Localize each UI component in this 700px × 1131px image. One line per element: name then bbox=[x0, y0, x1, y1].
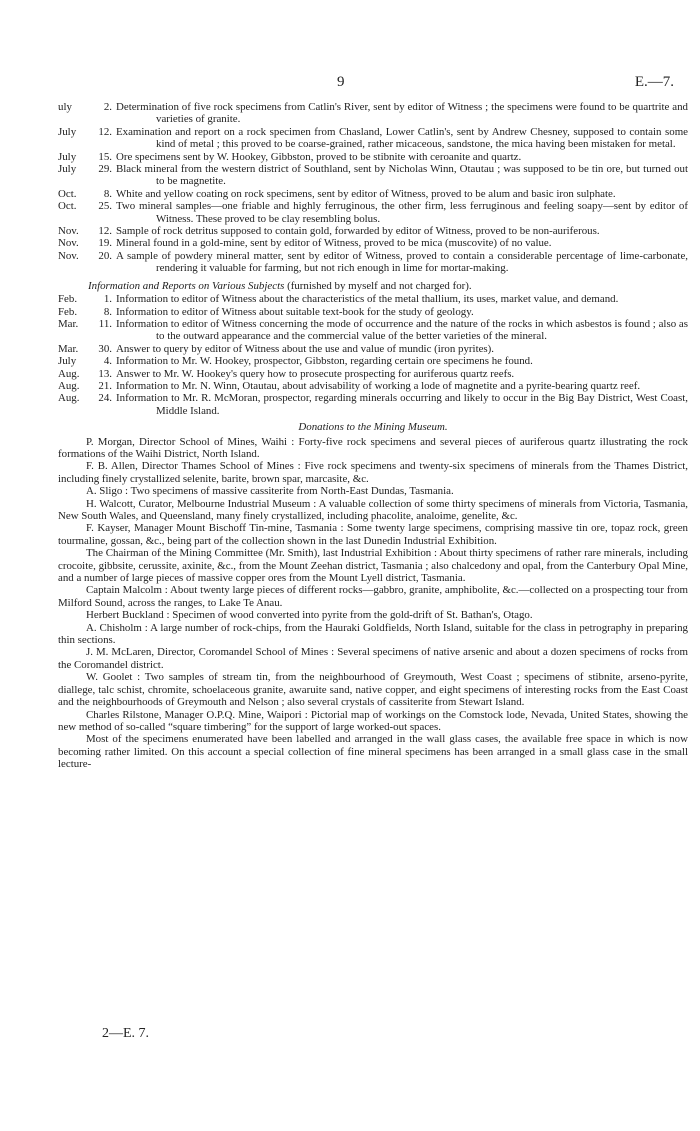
log-entry bbox=[58, 343, 688, 355]
entry-text: White and yellow coating on rock specimens, sent by editor of Witness, proved to be alum and basic iron sulphate. bbox=[116, 187, 616, 200]
donation-paragraph: A. Sligo : Two specimens of massive cassiterite from North-East Dundas, Tasmania. bbox=[86, 485, 454, 498]
entry-day: 15. bbox=[98, 150, 112, 163]
entry-day: 4. bbox=[103, 355, 112, 368]
log-entry bbox=[58, 237, 688, 249]
entry-day: 1. bbox=[103, 293, 112, 306]
entry-date: Mar. bbox=[58, 342, 79, 355]
entry-day: 13. bbox=[98, 367, 112, 380]
entry-day: 24. bbox=[98, 392, 112, 405]
entry-date: Nov. bbox=[58, 249, 79, 262]
donations-list bbox=[58, 436, 688, 771]
donation-paragraph: Herbert Buckland : Specimen of wood converted into pyrite from the gold-drift of St. Bathan's, Otago. bbox=[86, 609, 533, 622]
log-entry bbox=[58, 368, 688, 380]
log-entry bbox=[58, 151, 688, 163]
entry-date: Oct. bbox=[58, 200, 77, 213]
entry-date: Aug. bbox=[58, 367, 80, 380]
entry-day: 20. bbox=[98, 249, 112, 262]
donation-paragraph: Captain Malcolm : About twenty large pieces of different rocks—gabbro, granite, amphibolite, &c.—collected on a prospecting tour from Milford Sound, across the ranges, to Lake Te Anau. bbox=[58, 584, 688, 609]
log-entry bbox=[58, 306, 688, 318]
entry-text: Black mineral from the western district of Southland, sent by Nicholas Winn, Otautau ; was supposed to be tin ore, but turned out to be magnetite. bbox=[116, 163, 688, 188]
log-entry bbox=[58, 200, 688, 225]
donation-paragraph: H. Walcott, Curator, Melbourne Industrial Museum : A valuable collection of some thirty specimens of minerals from Victoria, Tasmania, New South Wales, and Queensland, many finely crystallized, including phacolite, analoime, genelite, &c. bbox=[58, 497, 688, 522]
info-heading-italic: Information and Reports on Various Subjects bbox=[88, 279, 285, 292]
donation-paragraph: F. B. Allen, Director Thames School of Mines : Five rock specimens and twenty-six specimens of minerals from the Thames District, including finely crystallized selenite, barite, brown spar, marcasite, &c. bbox=[58, 460, 688, 485]
entry-day: 30. bbox=[98, 342, 112, 355]
determination-entries bbox=[58, 101, 688, 275]
page-header bbox=[0, 74, 700, 94]
entry-date: July bbox=[58, 355, 77, 368]
entry-day: 19. bbox=[98, 237, 112, 250]
log-entry bbox=[58, 250, 688, 275]
donation-paragraph: F. Kayser, Manager Mount Bischoff Tin-mine, Tasmania : Some twenty large specimens, comprising massive tin ore, topaz rock, green tourmaline, gossan, &c., being part of the collection shown in the last Dunedin Industrial Exhibition. bbox=[58, 522, 688, 547]
entry-day: 11. bbox=[98, 317, 112, 330]
sheet-footer: 2—E. 7. bbox=[102, 1026, 150, 1041]
entry-text: Answer to Mr. W. Hookey's query how to prosecute prospecting for auriferous quartz reefs. bbox=[116, 367, 515, 380]
entry-text: Answer to query by editor of Witness about the use and value of mundic (iron pyrites). bbox=[116, 342, 495, 355]
entry-text: Information to Mr. N. Winn, Otautau, about advisability of working a lode of magnetite and a pyrite-bearing quartz reef. bbox=[116, 379, 641, 392]
entry-date: Nov. bbox=[58, 225, 79, 238]
log-entry bbox=[58, 380, 688, 392]
log-entry bbox=[58, 392, 688, 417]
information-entries bbox=[58, 293, 688, 417]
log-entry bbox=[58, 293, 688, 305]
entry-day: 12. bbox=[98, 225, 112, 238]
entry-date: uly bbox=[58, 101, 72, 113]
entry-day: 8. bbox=[103, 187, 112, 200]
document-code: E.—7. bbox=[634, 74, 674, 90]
donation-paragraph: P. Morgan, Director School of Mines, Waihi : Forty-five rock specimens and several pieces of auriferous quartz illustrating the rock formations of the Waihi District, North Island. bbox=[58, 435, 688, 460]
donation-paragraph: J. M. McLaren, Director, Coromandel School of Mines : Several specimens of native arsenic and about a dozen specimens of rocks from the Coromandel district. bbox=[58, 646, 688, 671]
entry-text: Two mineral samples—one friable and highly ferruginous, the other firm, less ferruginous and feeling soapy—sent by editor of Witness. These proved to be clay resembling bolus. bbox=[116, 200, 688, 225]
entry-date: Feb. bbox=[58, 293, 78, 306]
log-entry bbox=[58, 163, 688, 188]
entry-date: July bbox=[58, 163, 77, 176]
entry-text: Information to editor of Witness about the characteristics of the metal thallium, its uses, market value, and demand. bbox=[116, 293, 619, 306]
entry-day: 29. bbox=[98, 163, 112, 176]
page-body bbox=[58, 101, 688, 771]
entry-text: Examination and report on a rock specimen from Chasland, Lower Catlin's, sent by Andrew Chesney, supposed to contain some kind of metal ; this proved to be coarse-grained, rather micaceous, sandstone, the mica having been mistaken for metal. bbox=[116, 125, 688, 151]
entry-day: 8. bbox=[103, 305, 112, 318]
donation-paragraph: W. Goolet : Two samples of stream tin, from the neighbourhood of Greymouth, West Coast ; specimens of stibnite, arseno-pyrite, diallege, talc schist, chromite, schoelaceous granite, awaruite sand, native copper, and eight specimens of interesting rocks from the East Coast and the neighbourhoods of Greymouth and Nelson ; also several crystals of cassiterite from Stewart Island. bbox=[58, 671, 688, 709]
entry-date: Oct. bbox=[58, 187, 77, 200]
entry-text: Information to Mr. R. McMoran, prospector, regarding minerals occurring and likely to occur in the Big Bay District, West Coast, Middle Island. bbox=[116, 392, 688, 417]
log-entry bbox=[58, 225, 688, 237]
entry-text: Sample of rock detritus supposed to contain gold, forwarded by editor of Witness, proved to be non-auriferous. bbox=[116, 225, 600, 238]
info-section-heading bbox=[58, 280, 688, 292]
donation-paragraph: A. Chisholm : A large number of rock-chips, from the Hauraki Goldfields, North Island, suitable for the class in petrography in preparing thin sections. bbox=[58, 621, 688, 647]
log-entry bbox=[58, 101, 688, 126]
entry-text: Information to editor of Witness about suitable text-book for the study of geology. bbox=[116, 305, 474, 318]
donation-paragraph: Most of the specimens enumerated have been labelled and arranged in the wall glass cases, the available free space in which is now becoming rather limited. On this account a special collection of fine mineral specimens has been arranged in a small glass case in the small lecture- bbox=[58, 733, 688, 771]
donation-paragraph: Charles Rilstone, Manager O.P.Q. Mine, Waipori : Pictorial map of workings on the Comstock lode, Nevada, United States, showing the new method of so-called “square timbering” for the support of large worked-out spaces. bbox=[58, 708, 688, 733]
entry-text: Information to editor of Witness concerning the mode of occurrence and the nature of the rocks in which asbestos is found ; also as to the outward appearance and the commercial value of the better varieties of the mineral. bbox=[116, 317, 688, 343]
donation-paragraph: The Chairman of the Mining Committee (Mr. Smith), last Industrial Exhibition : About thirty specimens of rather rare minerals, including crocoite, gibbsite, cerussite, axinite, &c., from the Mount Zeehan district, Tasmania ; also chalcedony and opal, from the Canterbury Opal Mine, and a number of large pieces of massive copper ores from the Mount Lyell district, Tasmania. bbox=[58, 547, 688, 585]
entry-text: Mineral found in a gold-mine, sent by editor of Witness, proved to be mica (muscovite) of no value. bbox=[116, 237, 552, 250]
entry-day: 12. bbox=[98, 125, 112, 138]
log-entry bbox=[58, 188, 688, 200]
entry-date: Feb. bbox=[58, 305, 78, 318]
page-number: 9 bbox=[337, 74, 345, 90]
info-heading-rest: (furnished by myself and not charged for). bbox=[284, 279, 472, 292]
entry-day: 21. bbox=[98, 379, 112, 392]
entry-day: 2. bbox=[103, 101, 112, 113]
log-entry bbox=[58, 355, 688, 367]
entry-text: Ore specimens sent by W. Hookey, Gibbston, proved to be stibnite with ceroanite and quartz. bbox=[116, 150, 522, 163]
entry-date: July bbox=[58, 150, 77, 163]
entry-date: July bbox=[58, 125, 77, 138]
entry-text: A sample of powdery mineral matter, sent by editor of Witness, proved to contain a considerable percentage of lime-carbonate, rendering it valuable for farming, but not rich enough in lime for mortar-making. bbox=[116, 249, 688, 275]
entry-text: Information to Mr. W. Hookey, prospector, Gibbston, regarding certain ore specimens he found. bbox=[116, 355, 533, 368]
entry-date: Aug. bbox=[58, 379, 80, 392]
log-entry bbox=[58, 318, 688, 343]
entry-text: Determination of five rock specimens from Catlin's River, sent by editor of Witness ; the specimens were found to be quartrite and varieties of granite. bbox=[116, 101, 688, 126]
entry-date: Nov. bbox=[58, 237, 79, 250]
entry-date: Mar. bbox=[58, 317, 79, 330]
log-entry bbox=[58, 126, 688, 151]
entry-date: Aug. bbox=[58, 392, 80, 405]
entry-day: 25. bbox=[98, 200, 112, 213]
donations-heading-text: Donations to the Mining Museum. bbox=[298, 421, 448, 434]
donations-heading bbox=[58, 421, 688, 433]
